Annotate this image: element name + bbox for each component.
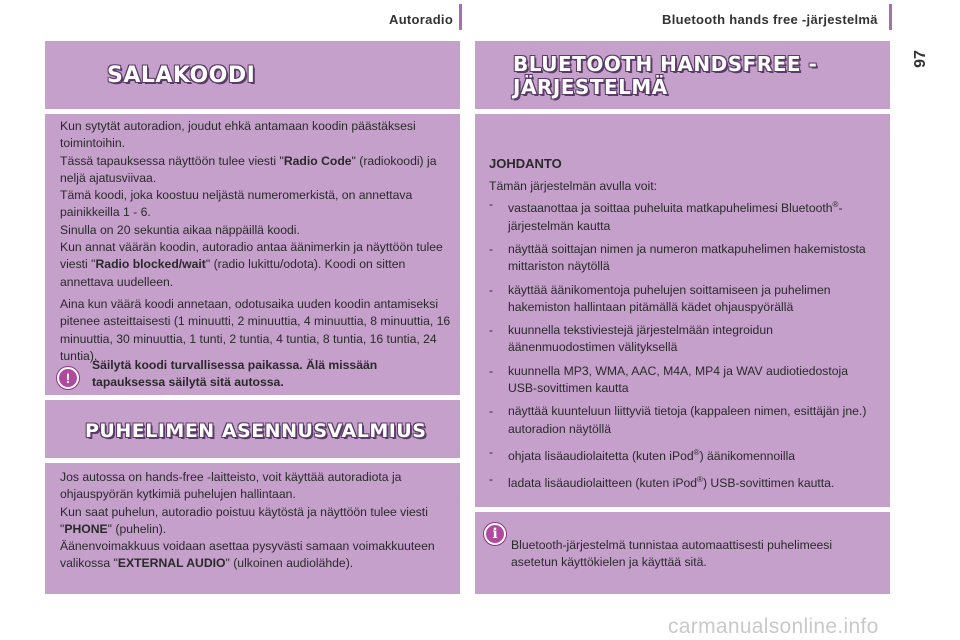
salakoodi-paragraph <box>60 239 455 291</box>
text-run: näyttää soittajan nimen ja numeron matkapuhelimen hakemistosta mittariston näytöllä <box>508 241 866 274</box>
registered-mark: ® <box>697 475 703 485</box>
registered-mark: ® <box>693 447 700 457</box>
salakoodi-paragraph: Tämä koodi, joka koostuu neljästä numeromerkistä, on annettava painikkeilla 1 - 6. <box>60 188 413 220</box>
bluetooth-features <box>489 178 879 499</box>
salakoodi-paragraph <box>60 153 455 188</box>
text-run: ) USB-sovittimen kautta. <box>702 476 835 491</box>
bluetooth-title-line: BLUETOOTH HANDSFREE - <box>513 52 818 76</box>
list-dash: - <box>489 241 494 256</box>
site-watermark: carmanualsonline.info <box>668 615 879 638</box>
external-audio-term: EXTERNAL AUDIO <box>117 556 226 571</box>
salakoodi-paragraph: Kun sytytät autoradion, joudut ehkä antamaan koodin päästäksesi toimintoihin. <box>60 119 416 151</box>
text-run: vastaanottaa ja soittaa puheluita matkapuhelimesi Bluetooth <box>508 201 833 216</box>
text-run: Kun annat väärän koodin, autoradio antaa äänimerkin ja näyttöön tulee viesti " <box>60 240 443 272</box>
phone-term: PHONE <box>64 521 108 536</box>
text-run: näyttää kuunteluun liittyviä tietoja (kappaleen nimen, esittäjän jne.) autoradion näytöllä <box>508 404 867 436</box>
list-dash: - <box>489 282 494 297</box>
text-run: käyttää äänikomentoja puhelujen soittamiseen ja puhelimen hakemiston hallintaan pitämällä kädet ohjauspyörällä <box>508 282 831 314</box>
puhelin-title-box <box>45 400 460 458</box>
salakoodi-warning: Säilytä koodi turvallisessa paikassa. Älä missään tapauksessa säilytä sitä autossa. <box>92 358 378 390</box>
bluetooth-subtitle: JOHDANTO <box>489 156 562 171</box>
info-icon: i <box>484 523 506 545</box>
bluetooth-title-box <box>475 41 890 109</box>
bluetooth-info-box <box>475 512 890 594</box>
salakoodi-title-box <box>45 41 460 109</box>
salakoodi-paragraph: Aina kun väärä koodi annetaan, odotusaika uuden koodin antamiseksi pitenee asteittaisesti (1 minuutti, 2 minuuttia, 4 minuuttia, 8 minuuttia, 16 minuuttia, 30 minuuttia, 1 tunti, 2 tuntia, 4 tuntia, 8 tuntia, 16 tuntia, 24 tuntia). <box>60 296 451 363</box>
radio-code-term: Radio Code <box>283 153 352 168</box>
text-run: " (radio lukittu/odota). Koodi on sitten annettava uudelleen. <box>60 257 406 289</box>
list-dash: - <box>489 444 494 459</box>
header-divider <box>889 4 892 30</box>
list-item <box>489 471 879 492</box>
salakoodi-paragraph: Sinulla on 20 sekuntia aikaa näppäillä koodi. <box>60 222 300 237</box>
warning-icon: ! <box>57 367 79 389</box>
salakoodi-body-box <box>45 114 460 395</box>
puhelin-paragraph <box>60 538 455 573</box>
bluetooth-body-box <box>475 114 890 507</box>
list-dash: - <box>489 363 494 378</box>
puhelin-text <box>60 469 455 573</box>
list-dash: - <box>489 323 494 338</box>
list-dash: - <box>489 472 494 487</box>
puhelin-body-box <box>45 463 460 594</box>
list-item <box>489 241 879 276</box>
radio-blocked-term: Radio blocked/wait <box>95 257 206 272</box>
text-run: ) äänikomennoilla <box>699 448 796 463</box>
text-run: -järjestelmän kautta <box>508 201 843 233</box>
registered-mark: ® <box>832 200 839 210</box>
list-item <box>489 363 879 398</box>
list-dash: - <box>489 404 494 419</box>
header-section-label: Autoradio <box>389 12 454 27</box>
text-run: Kun saat puhelun, autoradio poistuu käytöstä ja näyttöön tulee viesti " <box>60 504 428 536</box>
list-dash: - <box>489 197 494 212</box>
list-item <box>489 282 879 317</box>
list-item <box>489 444 879 465</box>
text-run: ohjata lisäaudiolaitetta (kuten iPod <box>508 448 694 463</box>
list-item <box>489 196 879 235</box>
page-number: 97 <box>911 50 929 68</box>
bluetooth-title-line: JÄRJESTELMÄ <box>513 75 668 99</box>
text-run: " (ulkoinen audiolähde). <box>225 556 354 571</box>
puhelin-paragraph <box>60 504 455 539</box>
header-chapter-label: Bluetooth hands free -järjestelmä <box>662 12 878 27</box>
text-run: " (puhelin). <box>107 521 167 536</box>
text-run: ladata lisäaudiolaitteen (kuten iPod <box>508 476 698 491</box>
text-run: " (radiokoodi) ja neljä ajatusviivaa. <box>60 153 437 185</box>
text-run: Äänenvoimakkuus voidaan asettaa pysyvästi samaan voimakkuuteen valikossa " <box>60 539 435 571</box>
text-run: Tässä tapauksessa näyttöön tulee viesti " <box>60 153 284 168</box>
bluetooth-info-text: Bluetooth-järjestelmä tunnistaa automaattisesti puhelimeesi asetetun käyttökielen ja käyttää sitä. <box>511 538 833 570</box>
puhelin-paragraph: Jos autossa on hands-free -laitteisto, voit käyttää autoradiota ja ohjauspyörän kytkimiä puhelujen hallintaan. <box>60 470 402 502</box>
list-item <box>489 322 879 357</box>
bluetooth-intro: Tämän järjestelmän avulla voit: <box>489 179 657 193</box>
salakoodi-title: SALAKOODI <box>107 63 256 88</box>
text-run: kuunnella MP3, WMA, AAC, M4A, MP4 ja WAV audiotiedostoja USB-sovittimen kautta <box>508 363 849 396</box>
text-run: kuunnella tekstiviestejä järjestelmään integroidun äänenmuodostimen välityksellä <box>508 323 773 355</box>
bluetooth-title <box>513 53 817 99</box>
salakoodi-text <box>60 118 455 365</box>
list-item <box>489 403 879 438</box>
puhelin-title: PUHELIMEN ASENNUSVALMIUS <box>85 420 427 442</box>
header-divider <box>459 4 462 30</box>
